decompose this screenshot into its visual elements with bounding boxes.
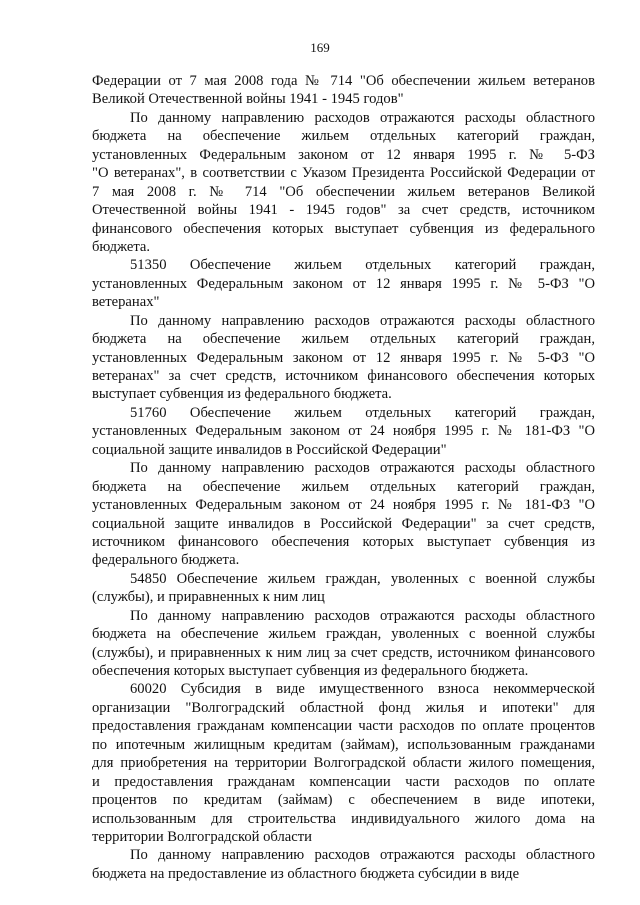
text-line: бюджета на обеспечение жильем отдельных категорий граждан, xyxy=(92,128,595,145)
text-line: бюджета на обеспечение жильем отдельных категорий граждан, xyxy=(92,331,595,348)
text-line: обеспечения которых выступает субвенция из федерального бюджета. xyxy=(92,663,529,679)
text-line: (службы), и приравненных к ним лиц за счет средств, источником финансового xyxy=(92,644,595,661)
text-line: 51760 Обеспечение жильем отдельных категорий граждан, xyxy=(130,404,595,421)
text-line: бюджета на обеспечение жильем граждан, уволенных с военной службы xyxy=(92,626,595,643)
text-line: финансового обеспечения которых выступает субвенция из федерального xyxy=(92,220,595,237)
text-line: и предоставления гражданам компенсации части расходов по оплате xyxy=(92,773,595,790)
text-line: 7 мая 2008 г. № 714 "Об обеспечении жильем ветеранов Великой xyxy=(92,183,595,200)
text-line: установленных Федеральным законом от 24 ноября 1995 г. № 181-ФЗ "О xyxy=(92,423,595,440)
text-line: социальной защите инвалидов в Российской Федерации" за счет средств, xyxy=(92,515,595,532)
text-line: По данному направлению расходов отражаются расходы областного xyxy=(130,109,595,126)
paragraph xyxy=(92,109,595,257)
body-text xyxy=(92,72,595,883)
paragraph xyxy=(92,256,595,311)
text-line: использованным для строительства индивидуального жилого дома на xyxy=(92,810,595,827)
paragraph xyxy=(92,680,595,846)
text-line: организации "Волгоградский областной фонд жилья и ипотеки" для xyxy=(92,699,595,716)
text-line: По данному направлению расходов отражаются расходы областного xyxy=(130,847,595,864)
text-line: По данному направлению расходов отражаются расходы областного xyxy=(130,460,595,477)
page-number: 169 xyxy=(310,40,330,55)
paragraph xyxy=(92,459,595,570)
text-line: (службы), и приравненных к ним лиц xyxy=(92,589,325,606)
text-line: предоставления гражданам компенсации части расходов по оплате процентов xyxy=(92,718,595,735)
text-line: для приобретения на территории Волгоградской области жилого помещения, xyxy=(92,755,595,772)
text-line: Великой Отечественной войны 1941 - 1945 годов" xyxy=(92,91,404,108)
text-line: По данному направлению расходов отражаются расходы областного xyxy=(130,607,595,624)
text-line: установленных Федеральным законом от 12 января 1995 г. № 5-ФЗ "О xyxy=(92,349,595,366)
text-line: Федерации от 7 мая 2008 года № 714 "Об обеспечении жильем ветеранов xyxy=(92,73,595,89)
text-line: установленных Федеральным законом от 12 января 1995 г. № 5-ФЗ xyxy=(92,146,595,163)
paragraph xyxy=(92,607,595,681)
text-line: по ипотечным жилищным кредитам (займам), использованным гражданами xyxy=(92,736,595,753)
text-line: территории Волгоградской области xyxy=(92,828,312,845)
text-line: 60020 Субсидия в виде имущественного взноса некоммерческой xyxy=(130,681,595,698)
text-line: ветеранах" за счет средств, источником финансового обеспечения которых xyxy=(92,368,595,384)
text-line: бюджета на предоставление из областного бюджета субсидии в виде xyxy=(92,865,520,882)
text-line: процентов по кредитам (займам) с обеспечением в виде ипотеки, xyxy=(92,792,595,809)
paragraph xyxy=(92,72,595,109)
text-line: источником финансового обеспечения которых выступает субвенция из xyxy=(92,533,595,550)
paragraph xyxy=(92,404,595,459)
paragraph xyxy=(92,846,595,883)
text-line: бюджета. xyxy=(92,238,151,255)
text-line: установленных Федеральным законом от 12 января 1995 г. № 5-ФЗ "О xyxy=(92,275,595,292)
text-line: 54850 Обеспечение жильем граждан, уволенных с военной службы xyxy=(130,570,595,587)
text-line: социальной защите инвалидов в Российской Федерации" xyxy=(92,441,447,458)
text-line: выступает субвенция из федерального бюджета. xyxy=(92,386,392,403)
text-line: "О ветеранах", в соответствии с Указом Президента Российской Федерации от xyxy=(92,165,595,182)
text-line: 51350 Обеспечение жильем отдельных категорий граждан, xyxy=(130,257,595,274)
text-line: бюджета на обеспечение жильем отдельных категорий граждан, xyxy=(92,478,595,495)
text-line: Отечественной войны 1941 - 1945 годов" за счет средств, источником xyxy=(92,202,595,219)
text-line: По данному направлению расходов отражаются расходы областного xyxy=(130,312,595,329)
paragraph xyxy=(92,312,595,404)
paragraph xyxy=(92,570,595,607)
text-line: установленных Федеральным законом от 24 ноября 1995 г. № 181-ФЗ "О xyxy=(92,497,595,514)
text-line: федерального бюджета. xyxy=(92,552,240,569)
text-line: ветеранах" xyxy=(92,294,160,311)
